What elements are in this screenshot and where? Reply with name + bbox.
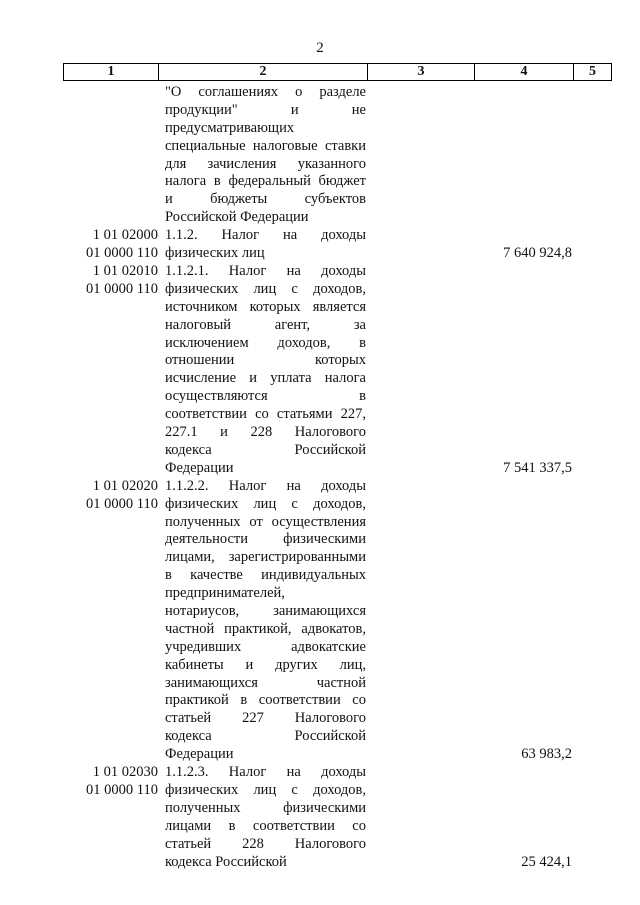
row-description-line: предпринимателей, <box>165 585 285 602</box>
row-description-line: занимающихся частной <box>165 674 366 691</box>
row-description-line: кабинеты и других лиц, <box>165 656 366 673</box>
header-col-5: 5 <box>574 64 612 81</box>
row-description-line: лицами, зарегистрированными <box>165 549 366 566</box>
row-description-line: физических лиц <box>165 245 265 262</box>
row-code-part: 1 01 02000 <box>92 227 158 244</box>
row-description-line: налоговый агент, за <box>165 316 366 333</box>
table-header <box>63 63 612 81</box>
row-description-line: Федерации <box>165 459 234 476</box>
row-description-line: "О соглашениях о разделе <box>165 84 366 100</box>
row-description-line: соответствии со статьями 227, <box>165 406 366 423</box>
row-code-part: 01 0000 110 <box>86 782 158 799</box>
row-description-line: исключением доходов, в <box>165 334 366 351</box>
row-description-line: Российской Федерации <box>165 209 309 226</box>
row-description <box>165 84 366 227</box>
row-description-line: для зачисления указанного <box>165 155 366 172</box>
row-code-part: 1 01 02010 <box>92 263 158 279</box>
row-code-part: 01 0000 110 <box>86 245 158 262</box>
row-amount: 7 640 924,8 <box>503 245 572 262</box>
row-description-line: предусматривающих <box>165 119 295 136</box>
row-code-part: 01 0000 110 <box>86 495 158 512</box>
row-description-line: Федерации <box>165 746 234 763</box>
row-description-line: 1.1.2.2. Налог на доходы <box>165 477 366 494</box>
header-col-2: 2 <box>159 64 368 81</box>
header-col-1: 1 <box>64 64 159 81</box>
row-description-line: и бюджеты субъектов <box>165 191 366 208</box>
row-code <box>66 764 158 800</box>
row-description <box>165 764 366 871</box>
row-description <box>165 263 366 478</box>
row-description-line: продукции" и не <box>165 101 366 118</box>
row-code <box>66 478 158 514</box>
row-description-line: специальные налоговые ставки <box>165 137 366 154</box>
row-description-line: 1.1.2.1. Налог на доходы <box>165 263 366 279</box>
row-code <box>66 263 158 299</box>
row-description-line: нотариусов, занимающихся <box>165 603 366 620</box>
row-description-line: кодекса Российской <box>165 853 287 870</box>
row-description-line: полученных от осуществления <box>165 513 366 530</box>
row-description <box>165 478 366 764</box>
row-description-line: физических лиц с доходов, <box>165 782 366 799</box>
row-description-line: кодекса Российской <box>165 441 366 458</box>
row-description-line: статьей 227 Налогового <box>165 710 366 727</box>
row-description-line: лицами в соответствии со <box>165 817 366 834</box>
row-amount: 25 424,1 <box>521 853 572 870</box>
row-description-line: осуществляются в <box>165 388 366 405</box>
row-description-line: практикой в соответствии со <box>165 692 366 709</box>
row-amount: 63 983,2 <box>521 746 572 763</box>
row-description-line: статьей 228 Налогового <box>165 835 366 852</box>
row-code-part: 1 01 02030 <box>92 764 158 781</box>
row-description-line: 227.1 и 228 Налогового <box>165 424 366 441</box>
row-description <box>165 227 366 263</box>
row-description-line: 1.1.2.3. Налог на доходы <box>165 764 366 781</box>
row-description-line: источником которых является <box>165 298 366 315</box>
row-description-line: полученных физическими <box>165 799 366 816</box>
row-code <box>66 227 158 263</box>
row-description-line: частной практикой, адвокатов, <box>165 620 366 637</box>
row-description-line: отношении которых <box>165 352 366 369</box>
header-col-3: 3 <box>368 64 475 81</box>
row-description-line: физических лиц с доходов, <box>165 280 366 297</box>
row-description-line: налога в федеральный бюджет <box>165 173 366 190</box>
row-description-line: физических лиц с доходов, <box>165 495 366 512</box>
row-code-part: 1 01 02020 <box>92 477 158 494</box>
row-amount: 7 541 337,5 <box>503 459 572 476</box>
row-description-line: в качестве индивидуальных <box>165 567 366 584</box>
row-description-line: исчисление и уплата налога <box>165 370 366 387</box>
header-col-4: 4 <box>475 64 574 81</box>
page-number: 2 <box>316 40 324 56</box>
row-description-line: деятельности физическими <box>165 531 366 548</box>
row-code-part: 01 0000 110 <box>86 280 158 297</box>
row-description-line: кодекса Российской <box>165 728 366 745</box>
row-description-line: 1.1.2. Налог на доходы <box>165 227 366 244</box>
row-description-line: учредивших адвокатские <box>165 638 366 655</box>
